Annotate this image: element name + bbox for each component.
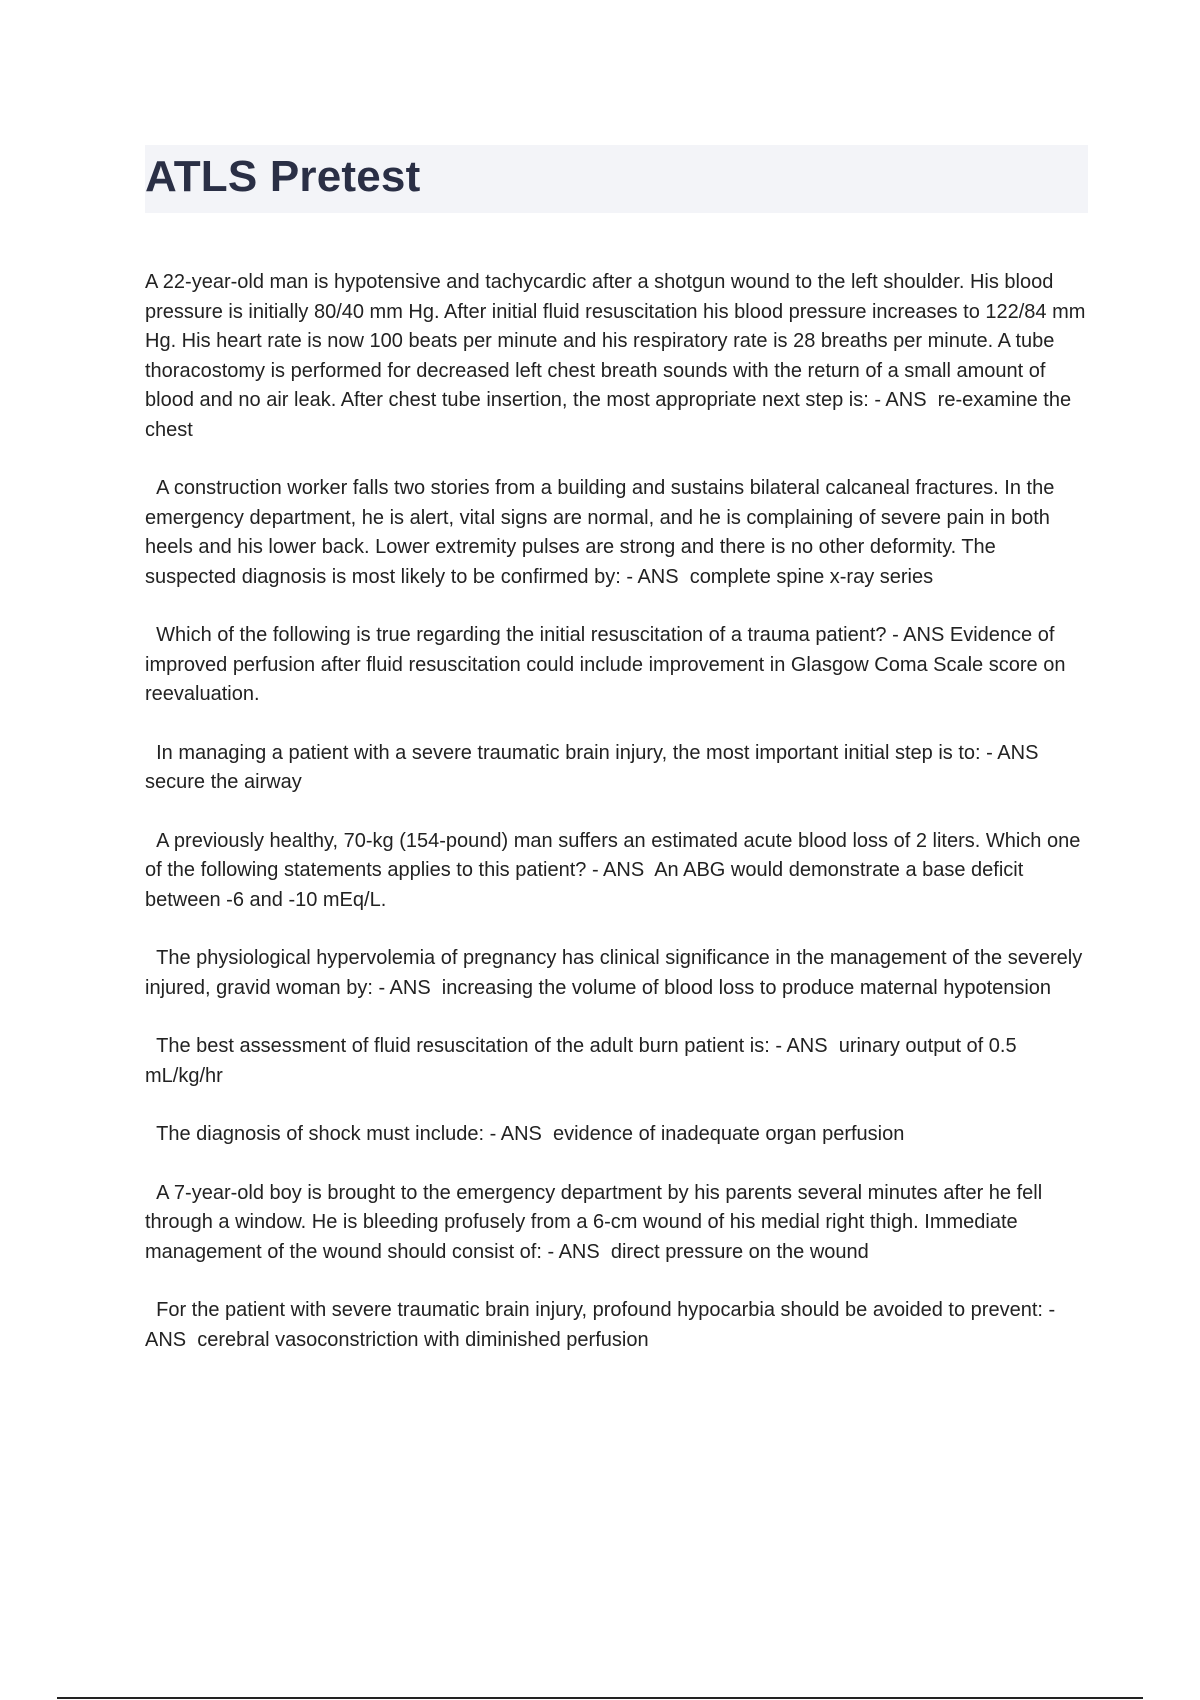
- question-text: In managing a patient with a severe traumatic brain injury, the most important initial step is to:: [145, 741, 981, 764]
- answer-text: re-examine the chest: [145, 389, 1077, 441]
- question-text: The best assessment of fluid resuscitation of the adult burn patient is:: [145, 1035, 770, 1057]
- qa-item: [145, 827, 1088, 916]
- answer-text: urinary output of 0.5 mL/kg/hr: [145, 1035, 1023, 1087]
- answer-text: direct pressure on the wound: [610, 1240, 869, 1263]
- answer-text: cerebral vasoconstriction with diminished perfusion: [197, 1328, 649, 1351]
- qa-item: [145, 268, 1091, 445]
- answer-text: secure the airway: [145, 771, 302, 793]
- answer-separator: - ANS: [886, 624, 950, 646]
- answer-text: complete spine x-ray series: [689, 565, 934, 588]
- qa-item: [145, 739, 1088, 798]
- qa-list: [145, 268, 1091, 1384]
- qa-item: [145, 621, 1088, 710]
- qa-item: [145, 474, 1088, 592]
- answer-separator: - ANS: [980, 741, 1050, 764]
- title-band: [145, 145, 1088, 213]
- answer-separator: - ANS: [145, 1299, 1060, 1351]
- answer-separator: - ANS: [769, 1035, 839, 1057]
- answer-separator: - ANS: [868, 389, 938, 411]
- answer-separator: - ANS: [541, 1240, 611, 1263]
- qa-item: [145, 1296, 1088, 1355]
- answer-text: increasing the volume of blood loss to produce maternal hypotension: [441, 976, 1052, 999]
- question-text: A 22-year-old man is hypotensive and tachycardic after a shotgun wound to the left shoulder. His blood pressure is initially 80/40 mm Hg. After initial fluid resuscitation his blood pressure increases to 122/84 mm Hg. His heart rate is now 100 beats per minute and his respiratory rate is 28 breaths per minute. A tube thoracostomy is performed for decreased left chest breath sounds with the return of a small amount of blood and no air leak. After chest tube insertion, the most appropriate next step is:: [145, 271, 1091, 411]
- answer-text: Evidence of improved perfusion after fluid resuscitation could include improvement in Glasgow Coma Scale score on reevaluation.: [145, 624, 1072, 705]
- footer-divider: [57, 1697, 1143, 1699]
- page-title: ATLS Pretest: [145, 152, 421, 201]
- qa-item: [145, 1179, 1088, 1268]
- qa-item: [145, 1032, 1088, 1091]
- question-text: The diagnosis of shock must include:: [145, 1123, 485, 1145]
- answer-separator: - ANS: [620, 565, 690, 588]
- question-text: The physiological hypervolemia of pregnancy has clinical significance in the management of the severely injured, gravid woman by:: [145, 947, 1088, 999]
- qa-item: [145, 1120, 1088, 1150]
- answer-text: evidence of inadequate organ perfusion: [552, 1123, 905, 1145]
- qa-item: [145, 944, 1088, 1003]
- question-text: A 7-year-old boy is brought to the emergency department by his parents several minutes after he fell through a window. He is bleeding profusely from a 6-cm wound of his medial right thigh. Immediate management of the wound should consist of:: [145, 1181, 1048, 1263]
- question-text: For the patient with severe traumatic brain injury, profound hypocarbia should be avoided to prevent:: [145, 1299, 1043, 1321]
- question-text: A construction worker falls two stories from a building and sustains bilateral calcaneal fractures. In the emergency department, he is alert, vital signs are normal, and he is complaining of severe pain in both heels and his lower back. Lower extremity pulses are strong and there is no other deformity. The suspected diagnosis is most likely to be confirmed by:: [145, 477, 1060, 588]
- answer-separator: - ANS: [586, 859, 655, 881]
- answer-separator: - ANS: [484, 1123, 553, 1145]
- answer-separator: - ANS: [372, 976, 442, 999]
- question-text: A previously healthy, 70-kg (154-pound) man suffers an estimated acute blood loss of 2 liters. Which one of the following statements applies to this patient?: [145, 829, 1086, 881]
- answer-text: An ABG would demonstrate a base deficit between -6 and -10 mEq/L.: [145, 859, 1029, 911]
- question-text: Which of the following is true regarding the initial resuscitation of a trauma patient?: [145, 624, 887, 646]
